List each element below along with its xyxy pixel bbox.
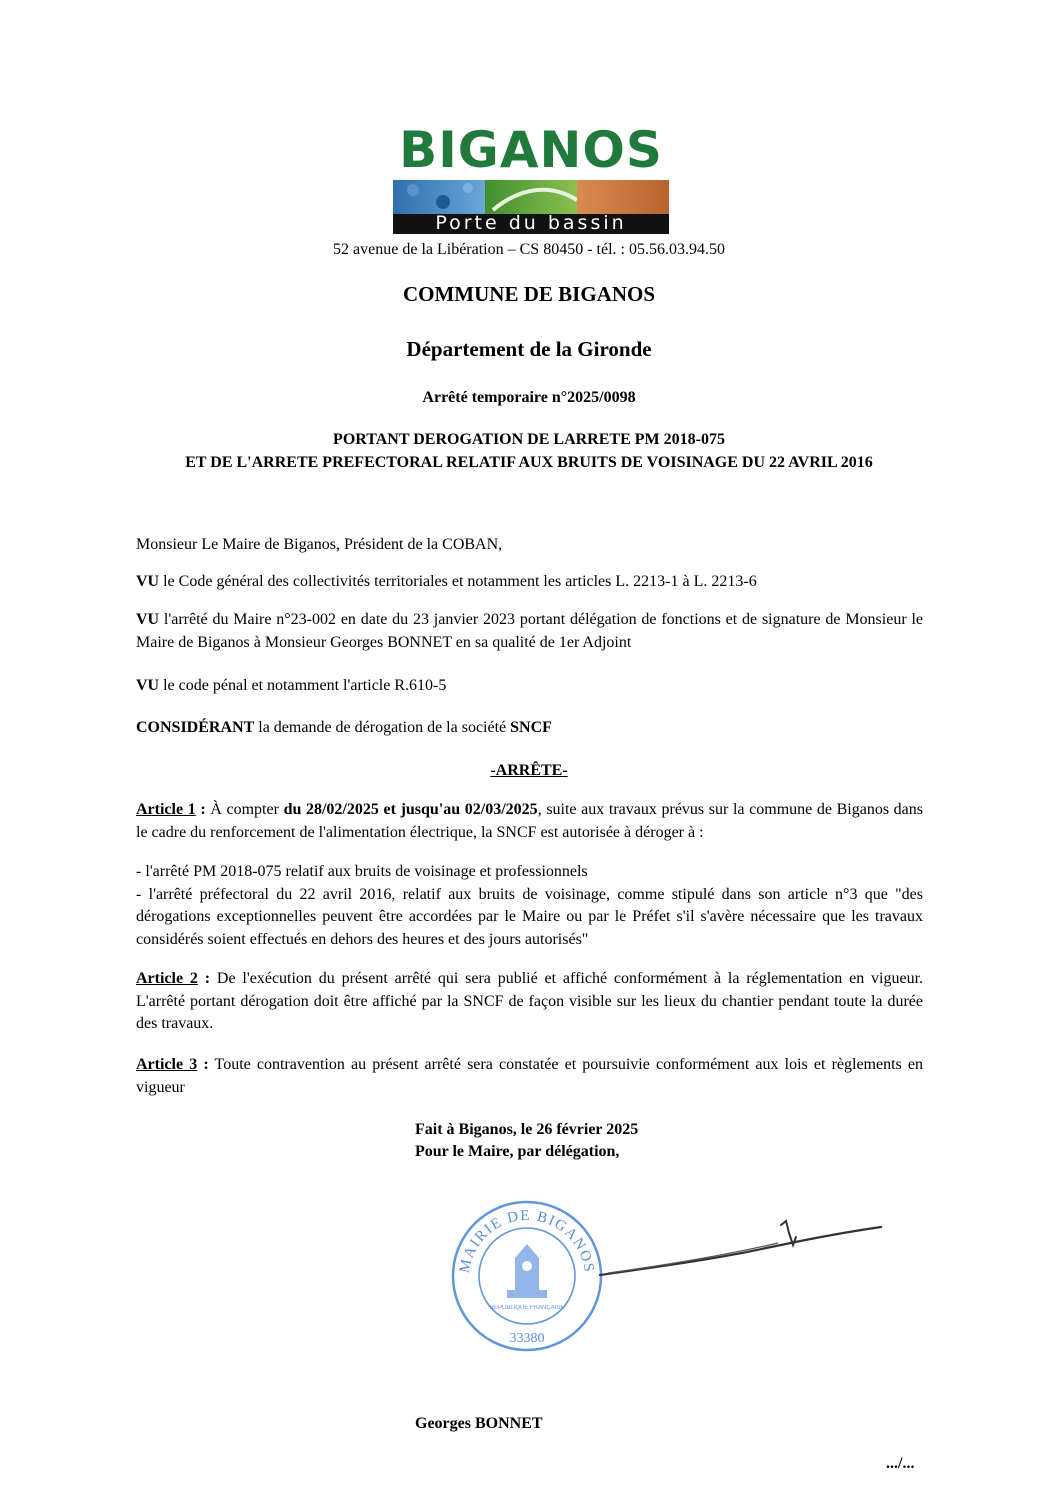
article-3-label: Article 3	[136, 1056, 198, 1073]
considerant-company: SNCF	[510, 719, 552, 736]
article-1-colon: :	[195, 801, 206, 818]
vu-label: VU	[136, 611, 160, 628]
article-1-item-2: - l'arrêté préfectoral du 22 avril 2016, relatif aux bruits de voisinage, comme stipulé dans son article n°3 que "des dérogations exceptionnelles peuvent être accordées par le Maire ou par le Préfet s'il s'avère nécessaire que les travaux considérés soient effectués en dehors des heures et des jours autorisés"	[136, 885, 923, 948]
stamp-postcode: 33380	[509, 1331, 545, 1346]
article-1-items	[136, 861, 923, 951]
article-2-text: De l'exécution du présent arrêté qui sera publié et affiché conformément à la réglementation en vigueur. L'arrêté portant dérogation doit être affiché par la SNCF de façon visible sur les lieux du chantier pendant toute la durée des travaux.	[136, 970, 924, 1032]
vu-text: l'arrêté du Maire n°23-002 en date du 23 janvier 2023 portant délégation de fonctions et de signature de Monsieur le Maire de Biganos à Monsieur Georges BONNET en sa qualité de 1er Adjoint	[136, 611, 923, 651]
continuation-mark: .../...	[886, 1455, 915, 1472]
stamp-emblem-icon	[507, 1244, 547, 1298]
biganos-logo	[393, 121, 669, 234]
address-line: 52 avenue de la Libération – CS 80450 - tél. : 05.56.03.94.50	[333, 241, 725, 258]
vu-clause-2	[136, 609, 923, 654]
vu-label: VU	[136, 677, 160, 694]
article-1-text-a: À compter	[205, 801, 284, 818]
considerant-text: la demande de dérogation de la société	[254, 719, 511, 736]
subject-line-2: ET DE L'ARRETE PREFECTORAL RELATIF AUX BRUITS DE VOISINAGE DU 22 AVRIL 2016	[185, 454, 873, 471]
considerant-clause	[136, 717, 923, 740]
vu-text: le code pénal et notamment l'article R.610-5	[159, 677, 447, 694]
stamp-small-text: REPUBLIQUE FRANÇAISE	[489, 1305, 565, 1311]
delegation-line: Pour le Maire, par délégation,	[415, 1143, 620, 1160]
mayor-line: Monsieur Le Maire de Biganos, Président de la COBAN,	[136, 536, 503, 553]
article-3	[136, 1054, 923, 1099]
article-1	[136, 799, 923, 844]
decree-number: Arrêté temporaire n°2025/0098	[422, 389, 636, 406]
stamp-text: MAIRIE DE BIGANOS	[456, 1207, 597, 1275]
article-2	[136, 968, 923, 1036]
vu-text: le Code général des collectivités territoriales et notamment les articles L. 2213-1 à L. 2213-6	[159, 573, 757, 590]
mairie-stamp	[447, 1196, 607, 1356]
considerant-label: CONSIDÉRANT	[136, 719, 255, 736]
article-3-colon: :	[197, 1056, 209, 1073]
logo-wordmark: BIGANOS	[399, 121, 663, 179]
arrete-heading: -ARRÊTE-	[490, 762, 568, 779]
vu-clause-1	[136, 571, 923, 594]
department-title: Département de la Gironde	[406, 337, 652, 361]
signatory-name: Georges BONNET	[415, 1415, 543, 1432]
vu-clause-3	[136, 675, 923, 698]
logo-landscape-band	[393, 180, 669, 214]
article-1-dates: du 28/02/2025 et jusqu'au 02/03/2025	[283, 801, 538, 818]
logo-tagline: Porte du bassin	[435, 212, 627, 234]
article-2-label: Article 2	[136, 970, 198, 987]
article-3-text: Toute contravention au présent arrêté sera constatée et poursuivie conformément aux lois et règlements en vigueur	[136, 1056, 924, 1096]
commune-title: COMMUNE DE BIGANOS	[402, 282, 655, 306]
subject-line-1: PORTANT DEROGATION DE LARRETE PM 2018-075	[333, 431, 725, 448]
place-date: Fait à Biganos, le 26 février 2025	[415, 1121, 639, 1138]
article-1-text-b: , suite aux travaux prévus sur la commune de Biganos dans le cadre du renforcement de l'alimentation électrique, la SNCF est autorisée à déroger à :	[136, 801, 924, 841]
article-2-colon: :	[197, 970, 211, 987]
handwritten-signature	[596, 1215, 896, 1285]
mayor-intro	[136, 534, 923, 557]
article-1-item-1: - l'arrêté PM 2018-075 relatif aux bruits de voisinage et professionnels	[136, 863, 588, 880]
vu-label: VU	[136, 573, 160, 590]
article-1-label: Article 1	[136, 801, 196, 818]
